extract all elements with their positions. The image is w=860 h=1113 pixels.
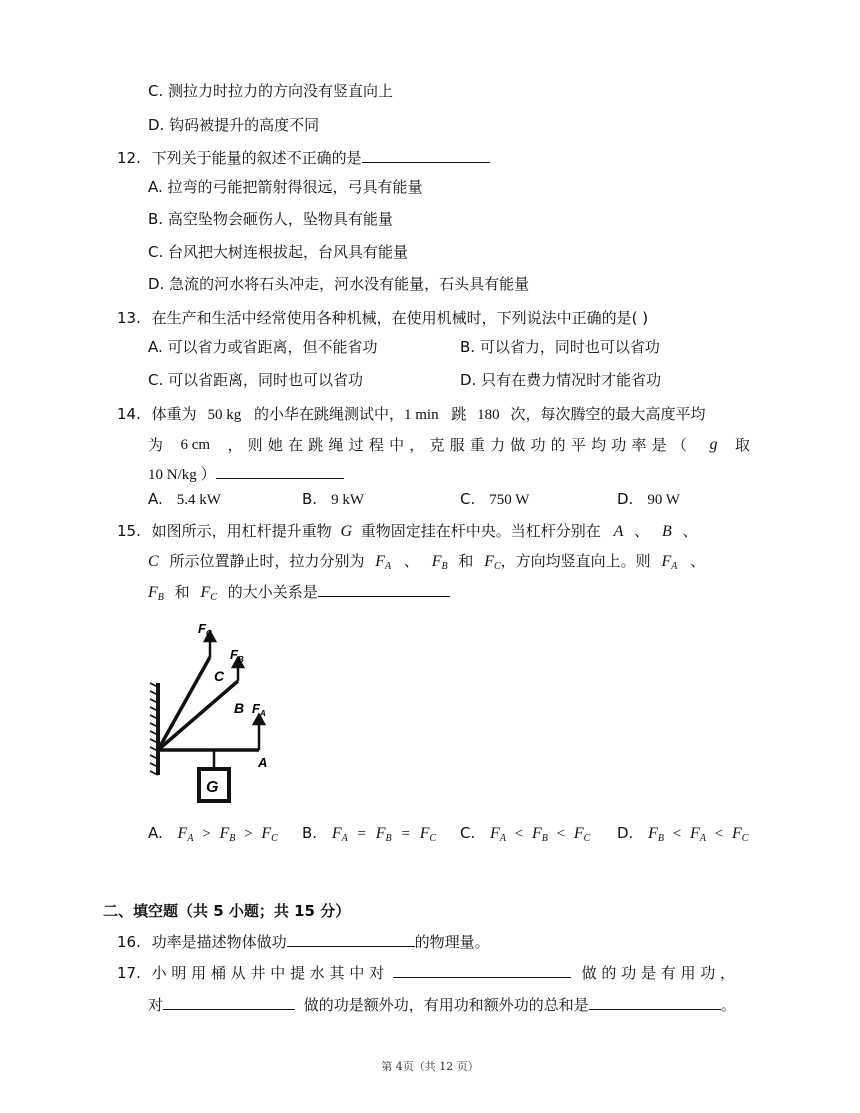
label-c: C <box>214 668 225 684</box>
label-fb: $F_B$ <box>230 647 244 664</box>
q15-option-d: D. $F_B < F_A < F_C$ <box>617 824 749 844</box>
q12-option-c: C. 台风把大树连根拔起，台风具有能量 <box>148 243 409 261</box>
question-number: 16. <box>117 933 141 951</box>
label-fc: $F_C$ <box>198 621 212 638</box>
q15-line-3: $F_B$ 和 $F_C$ 的大小关系是 <box>148 580 450 609</box>
question-text: 在生产和生活中经常使用各种机械，在使用机械时，下列说法中正确的是( ) <box>151 309 649 327</box>
height-value: 6 cm <box>180 437 211 453</box>
answer-blank <box>362 146 490 163</box>
label-a: A <box>258 755 268 770</box>
q14-option-d: D. 90 W <box>617 490 680 508</box>
q15-option-a: A. $F_A > F_B > F_C$ <box>148 824 278 844</box>
q13-option-d: D. 只有在费力情况时才能省功 <box>460 371 662 389</box>
page-footer: 第 4页（共 12 页） <box>381 1060 479 1073</box>
q14-line-3: 10 N/kg ） <box>148 462 344 486</box>
q11-option-d: D. 钩码被提升的高度不同 <box>148 116 320 134</box>
q15-line-1: 15. 如图所示，用杠杆提升重物 G 重物固定挂在杆中央。当杠杆分别在 A 、 B 、 <box>117 522 698 540</box>
q12-option-a: A. 拉弯的弓能把箭射得很远，弓具有能量 <box>148 178 423 196</box>
q17-line-2: 对 做的功是额外功，有用功和额外功的总和是 。 <box>148 993 736 1016</box>
q14-line-1: 14. 体重为 50 kg 的小华在跳绳测试中，1 min 跳 180 次，每次腾空的最大高度平均 <box>117 405 706 423</box>
answer-blank <box>216 462 344 479</box>
q13-option-b: B. 可以省力，同时也可以省功 <box>460 338 660 356</box>
q14-option-a: A. 5.4 kW <box>148 490 221 508</box>
question-number: 17. <box>117 964 141 982</box>
q13-option-c: C. 可以省距离，同时也可以省功 <box>148 371 364 389</box>
section-title: 二、填空题（共 5 小题；共 15 分） <box>103 902 351 920</box>
mass-value: 50 kg <box>207 407 242 423</box>
question-number: 14. <box>117 405 141 423</box>
answer-blank <box>163 993 295 1010</box>
q16: 16. 功率是描述物体做功 的物理量。 <box>117 930 490 953</box>
lever-figure <box>146 615 276 815</box>
lever-c <box>158 657 210 750</box>
lever-b <box>158 681 238 750</box>
question-number: 12. <box>117 149 141 167</box>
answer-blank <box>287 930 415 947</box>
q14-line-2: 为 6 cm ，则她在跳绳过程中，克服重力做功的平均功率是（ g 取 <box>148 436 750 454</box>
q15-line-2: C 所示位置静止时，拉力分别为 $F_A$ 、 $F_B$ 和 $F_C$，方向均竖直向上。则 $F_A$ 、 <box>148 552 706 572</box>
label-fa: $F_A$ <box>252 701 266 718</box>
q17-line-1: 17. 小 明 用 桶 从 井 中 提 水 其 中 对 做 的 功 是 有 用 功 ， <box>117 961 735 984</box>
q11-option-c: C. 测拉力时拉力的方向没有竖直向上 <box>148 82 394 100</box>
time-value: 1 min <box>403 407 439 423</box>
q12-stem <box>117 146 490 169</box>
question-text: 下列关于能量的叙述不正确的是 <box>151 149 362 167</box>
answer-blank <box>318 580 450 597</box>
question-number: 15. <box>117 522 141 540</box>
q15-option-c: C. $F_A < F_B < F_C$ <box>460 824 591 844</box>
q12-option-b: B. 高空坠物会砸伤人，坠物具有能量 <box>148 210 393 228</box>
count-value: 180 <box>477 407 500 423</box>
label-g: G <box>206 779 219 796</box>
q12-option-d: D. 急流的河水将石头冲走，河水没有能量，石头具有能量 <box>148 275 530 293</box>
label-b: B <box>234 700 245 716</box>
q13-stem <box>117 307 648 329</box>
answer-blank <box>589 993 721 1010</box>
question-number: 13. <box>117 309 141 327</box>
answer-blank <box>393 961 571 978</box>
q15-option-b: B. $F_A = F_B = F_C$ <box>302 824 437 844</box>
q14-option-c: C. 750 W <box>460 490 530 508</box>
q14-option-b: B. 9 kW <box>302 490 364 508</box>
q13-option-a: A. 可以省力或省距离，但不能省功 <box>148 338 378 356</box>
